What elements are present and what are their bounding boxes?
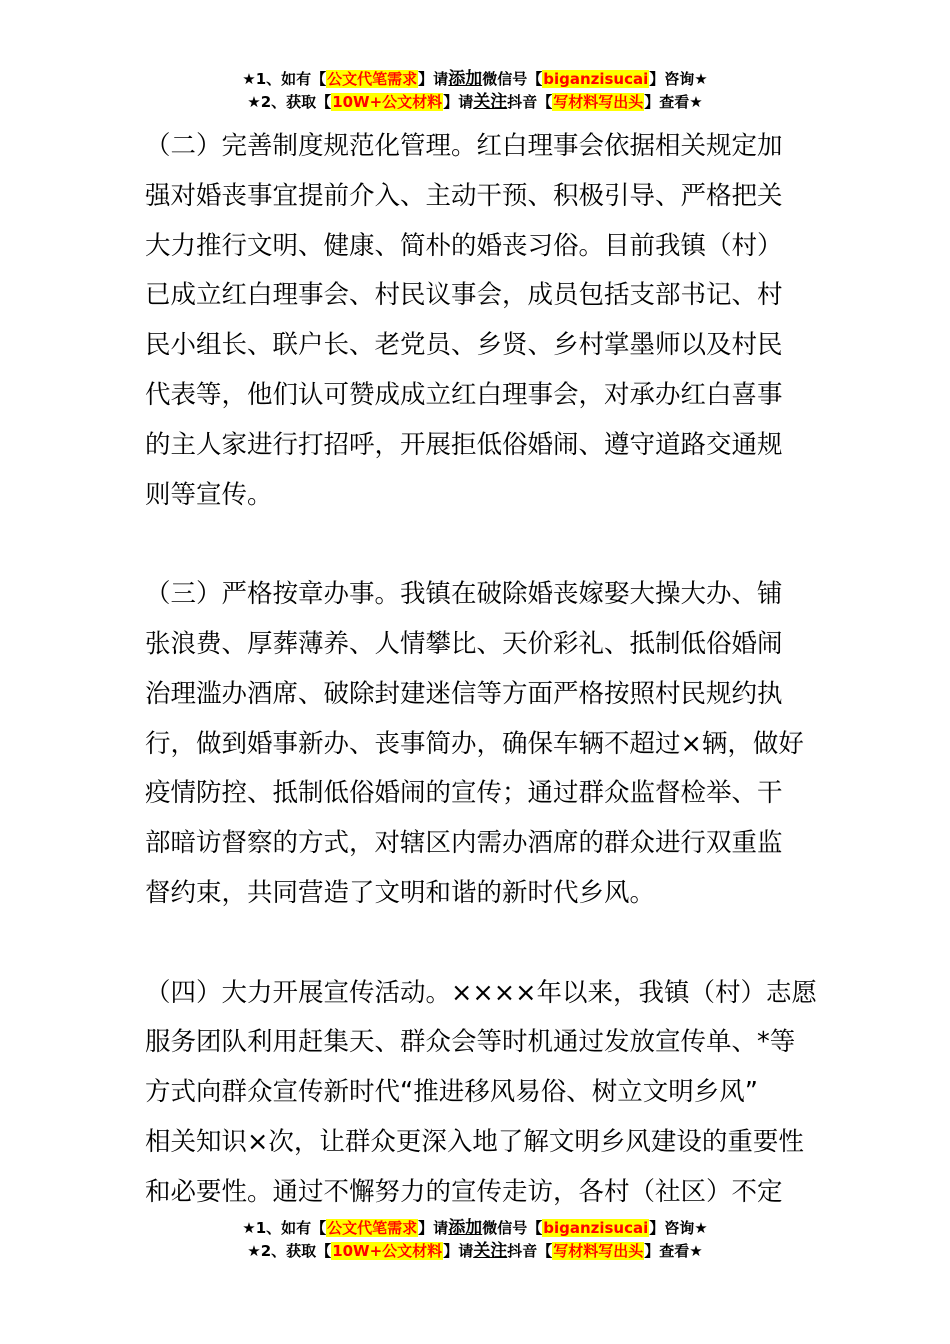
highlight-wechat-id: biganzisucai [543,1219,649,1237]
banner-text: 】咨询★ [649,1219,708,1237]
text-line: （二）完善制度规范化管理。红白理事会依据相关规定加 [145,131,783,161]
banner-text: ★2、获取【 [247,93,332,111]
banner-text: 】请 [443,93,474,111]
paragraph-4 [145,969,815,1218]
text-line: 强对婚丧事宜提前介入、主动干预、积极引导、严格把关 [145,180,783,211]
banner-text: 】请 [418,70,449,88]
text-line: （四）大力开展宣传活动。××××年以来，我镇（村）志愿 [145,977,817,1008]
text-line: 部暗访督察的方式，对辖区内需办酒席的群众进行双重监 [145,828,783,859]
emphasis-add: 添加 [448,69,483,89]
banner-text: 】咨询★ [649,70,708,88]
header-banner [0,68,950,114]
highlight-materials: 10W+公文材料 [332,93,443,111]
text-line: 行，做到婚事新办、丧事简办，确保车辆不超过×辆，做好 [145,728,804,759]
header-banner-line-2 [0,91,950,114]
paragraph-spacer [145,520,815,570]
text-line: 治理滥办酒席、破除封建迷信等方面严格按照村民规约执 [145,678,783,709]
text-line: 疫情防控、抵制低俗婚闹的宣传；通过群众监督检举、干 [145,778,783,809]
text-line: 民小组长、联户长、老党员、乡贤、乡村掌墨师以及村民 [145,330,783,361]
highlight-wechat-id: biganzisucai [543,70,649,88]
text-line: 服务团队利用赶集天、群众会等时机通过发放宣传单、*等 [145,1027,796,1058]
text-line: 代表等，他们认可赞成成立红白理事会，对承办红白喜事 [145,379,783,410]
text-line: 大力推行文明、健康、简朴的婚丧习俗。目前我镇（村） [145,230,783,261]
banner-text: 抖音【 [507,93,553,111]
banner-text: 】查看★ [644,93,703,111]
text-line: 相关知识×次，让群众更深入地了解文明乡风建设的重要性 [145,1126,804,1157]
banner-text: 抖音【 [507,1242,553,1260]
text-line: （三）严格按章办事。我镇在破除婚丧嫁娶大操大办、铺 [145,579,783,610]
text-line: 和必要性。通过不懈努力的宣传走访，各村（社区）不定 [145,1176,783,1207]
banner-text: ★1、如有【 [242,70,327,88]
emphasis-follow: 关注 [473,92,508,112]
text-line: 张浪费、厚葬薄养、人情攀比、天价彩礼、抵制低俗婚闹 [145,628,783,659]
document-body [145,122,815,1218]
banner-text: 微信号【 [482,1219,543,1237]
text-line: 则等宣传。 [145,479,273,510]
highlight-douyin-account: 写材料写出头 [553,93,644,111]
banner-text: 微信号【 [482,70,543,88]
highlight-douyin-account: 写材料写出头 [553,1242,644,1260]
emphasis-add: 添加 [448,1218,483,1238]
paragraph-2 [145,122,815,520]
highlight-service: 公文代笔需求 [327,1219,418,1237]
footer-banner [0,1217,950,1263]
banner-text: 】请 [443,1242,474,1260]
banner-text: ★1、如有【 [242,1219,327,1237]
paragraph-3 [145,570,815,919]
emphasis-follow: 关注 [473,1241,508,1261]
footer-banner-line-1 [0,1217,950,1240]
banner-text: 】请 [418,1219,449,1237]
banner-text: ★2、获取【 [247,1242,332,1260]
paragraph-spacer [145,919,815,969]
highlight-service: 公文代笔需求 [327,70,418,88]
highlight-materials: 10W+公文材料 [332,1242,443,1260]
text-line: 已成立红白理事会、村民议事会，成员包括支部书记、村 [145,280,783,311]
text-line: 的主人家进行打招呼，开展拒低俗婚闹、遵守道路交通规 [145,429,783,460]
header-banner-line-1 [0,68,950,91]
footer-banner-line-2 [0,1240,950,1263]
banner-text: 】查看★ [644,1242,703,1260]
text-line: 督约束，共同营造了文明和谐的新时代乡风。 [145,877,656,908]
text-line: 方式向群众宣传新时代“推进移风易俗、树立文明乡风” [145,1077,758,1108]
